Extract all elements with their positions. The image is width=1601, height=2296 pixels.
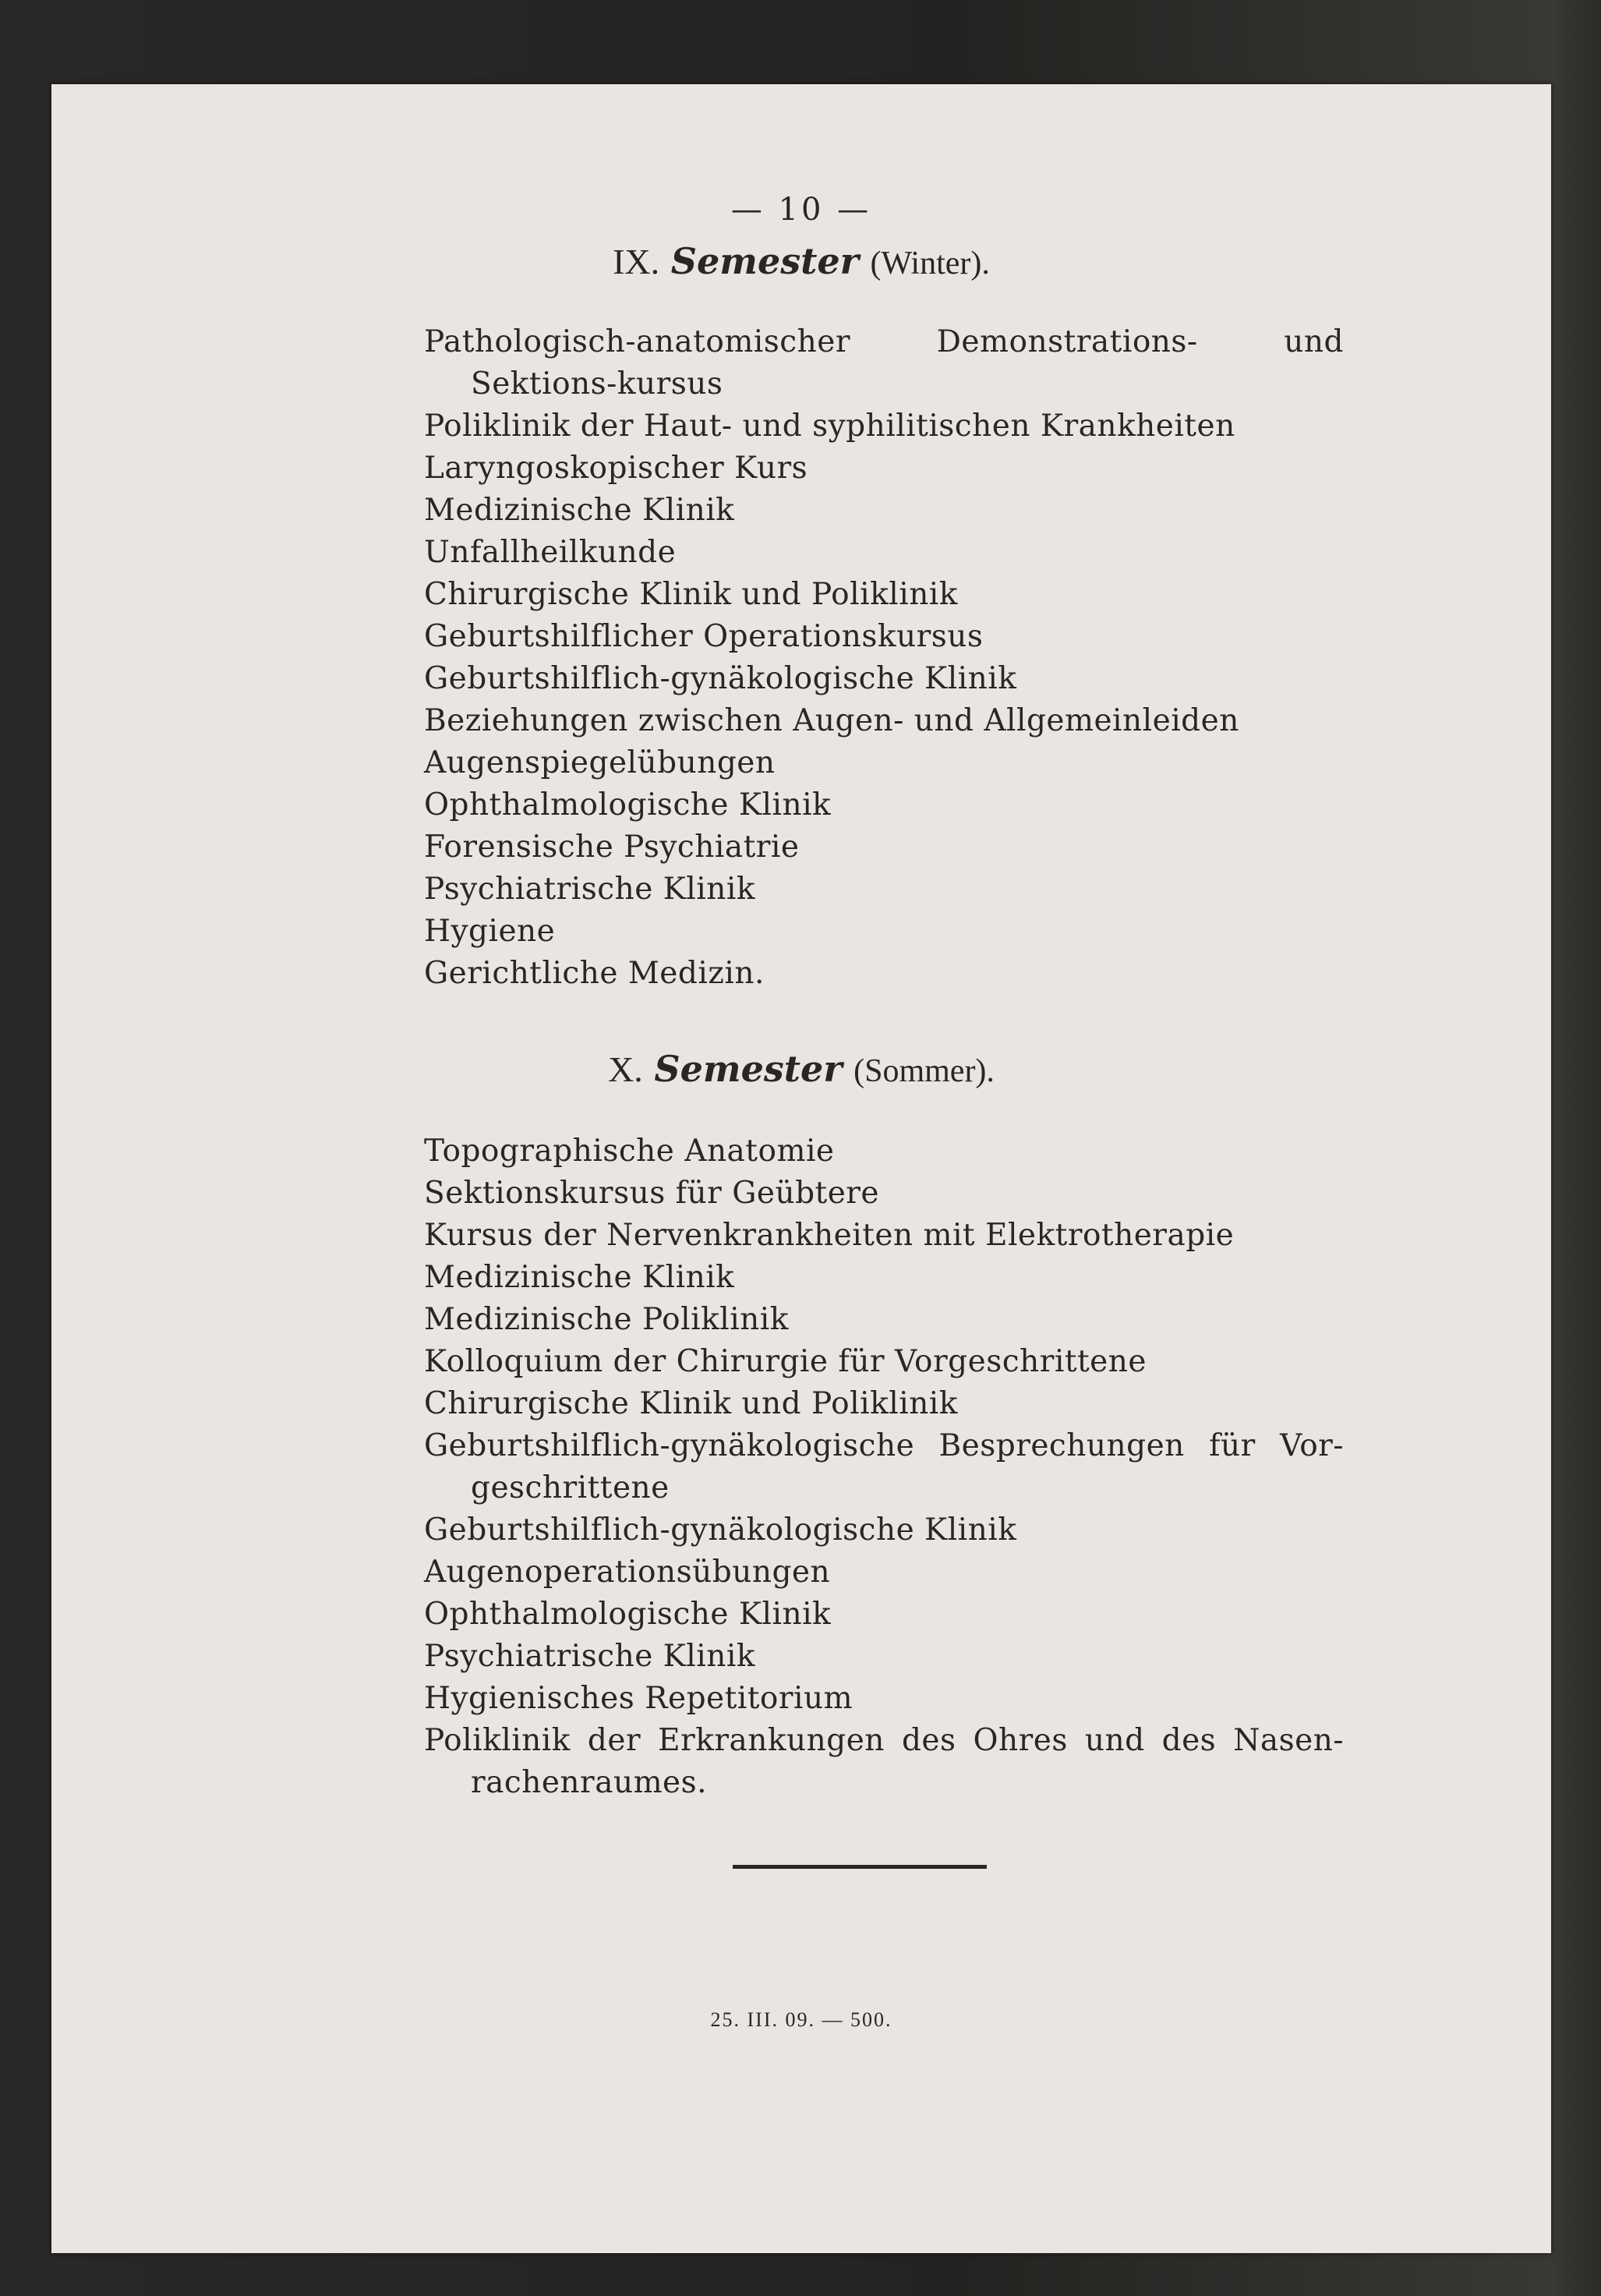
course-item: Poliklinik der Haut- und syphilitischen Krankheiten — [424, 409, 1235, 444]
course-item: Chirurgische Klinik und Poliklinik — [424, 577, 958, 612]
course-item: Ophthalmologische Klinik — [424, 787, 832, 823]
page-number: — 10 — — [730, 192, 872, 228]
course-item: Topographische Anatomie — [424, 1134, 835, 1169]
course-item: Augenspiegelübungen — [424, 745, 776, 780]
closing-rule — [733, 1865, 987, 1869]
course-item: Gerichtliche Medizin. — [424, 956, 765, 991]
course-item: Sektionskursus für Geübtere — [424, 1176, 880, 1211]
course-item: Psychiatrische Klinik — [424, 872, 755, 907]
course-item: Geburtshilflich-gynäkologische Klinik — [424, 1512, 1017, 1548]
heading-x-season: (Sommer). — [854, 1053, 995, 1089]
heading-ix-word: Semester — [670, 240, 859, 282]
course-item: Forensische Psychiatrie — [424, 830, 800, 865]
course-item: Geburtshilflich-gynäkologische Besprechungen für Vor-geschrittene — [424, 1428, 1344, 1505]
course-item: Unfallheilkunde — [424, 535, 677, 570]
course-item: Pathologisch-anatomischer Demonstrations- und Sektions-kursus — [424, 324, 1344, 402]
heading-ix-roman: IX. — [613, 242, 660, 281]
course-item: Poliklinik der Erkrankungen des Ohres und des Nasen-rachenraumes. — [424, 1723, 1344, 1800]
heading-x-roman: X. — [608, 1049, 643, 1089]
heading-ix-season: (Winter). — [870, 246, 990, 281]
course-item: Medizinische Klinik — [424, 493, 735, 528]
course-item: Geburtshilflich-gynäkologische Klinik — [424, 661, 1017, 696]
heading-semester-ix — [51, 240, 1551, 282]
heading-x-word: Semester — [654, 1048, 843, 1090]
document-page — [51, 84, 1551, 2253]
course-item: Hygiene — [424, 914, 556, 949]
heading-semester-x — [51, 1048, 1551, 1090]
course-item: Hygienisches Repetitorium — [424, 1681, 854, 1716]
course-item: Ophthalmologische Klinik — [424, 1597, 832, 1632]
course-item: Kolloquium der Chirurgie für Vorgeschrittene — [424, 1344, 1147, 1379]
course-item: Laryngoskopischer Kurs — [424, 451, 808, 486]
course-item: Psychiatrische Klinik — [424, 1639, 755, 1674]
course-item: Beziehungen zwischen Augen- und Allgemeinleiden — [424, 703, 1239, 738]
course-list-x — [424, 1130, 1344, 1804]
course-item: Geburtshilflicher Operationskursus — [424, 619, 984, 654]
course-item: Medizinische Klinik — [424, 1260, 735, 1295]
course-item: Chirurgische Klinik und Poliklinik — [424, 1386, 958, 1421]
course-list-ix — [424, 321, 1344, 995]
course-item: Medizinische Poliklinik — [424, 1302, 789, 1337]
print-imprint: 25. III. 09. — 500. — [710, 2008, 892, 2031]
course-item: Kursus der Nervenkrankheiten mit Elektrotherapie — [424, 1218, 1235, 1253]
course-item: Augenoperationsübungen — [424, 1555, 831, 1590]
